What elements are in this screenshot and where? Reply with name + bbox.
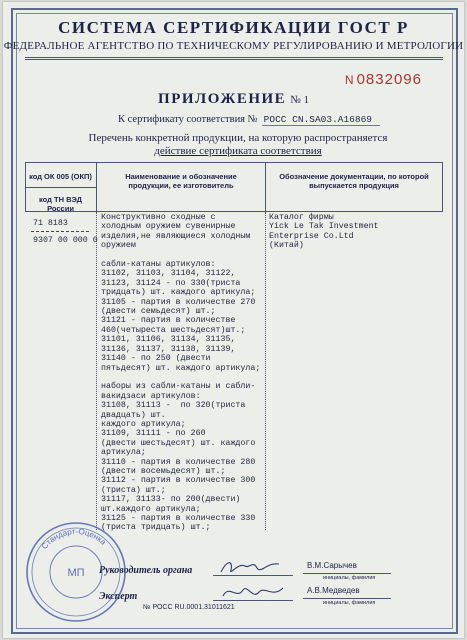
header-rule bbox=[25, 57, 443, 58]
code-header-divider bbox=[25, 187, 96, 188]
head-name-line bbox=[303, 573, 391, 574]
agency-title: ФЕДЕРАЛЬНОЕ АГЕНТСТВО ПО ТЕХНИЧЕСКОМУ РЕГУЛИРОВАНИЮ И МЕТРОЛОГИИ bbox=[3, 40, 464, 52]
col-okp-header: код ОК 005 (ОКП) bbox=[29, 172, 92, 181]
header-divider-1 bbox=[96, 162, 97, 212]
expert-name-line bbox=[303, 598, 391, 599]
expert-name-caption: инициалы, фамилия bbox=[323, 600, 376, 606]
cert-reference bbox=[118, 114, 380, 125]
description-line-2: действие сертификата соответствия bbox=[154, 145, 322, 157]
header-rule-2 bbox=[25, 59, 443, 60]
cert-label: К сертификату соответствия № bbox=[118, 114, 258, 125]
cert-number: РОСС CN.SA03.A16869 bbox=[262, 114, 380, 126]
head-signature bbox=[217, 556, 287, 578]
body-divider-1 bbox=[96, 212, 97, 530]
description-line-1: Перечень конкретной продукции, на которую распространяется bbox=[88, 132, 388, 144]
product-list: Конструктивно сходные с холодным оружием сувенирные изделия,не являющиеся холодным оружием сабли-катаны артикулов: 31102, 31103, 31104, 31122, 31123, 31124 - по 330(триста тридцать) шт. каждого артикула; 31105 - партия в количестве 270 (двести семьдесят) шт.; 31121 - партия в количестве 460(четыреста шестьдесят)шт.; 31101, 31106, 31134, 31135, 31136, 31137, 31138, 31139, 31140 - по 250 (двести пятьдесят) шт. каждого артикула; наборы из сабли-катаны и сабли- вакидзаси артикулов: 31108, 31113 - по 320(триста двадцать) шт. каждого артикула; 31109, 31111 - по 260 (двести шестьдесят) шт. каждого артикула; 31110 - партия в количестве 280 (двести восемьдесят) шт.; 31112 - партия в количестве 300 (триста) шт.; 31117, 31133- по 200(двести) шт.каждого артикула; 31125 - партия в количестве 330 (триста тридцать) шт.; bbox=[101, 213, 261, 533]
col-tnved-header: код ТН ВЭД России bbox=[39, 195, 82, 213]
certificate-sheet bbox=[3, 2, 464, 638]
organ-stamp bbox=[24, 520, 128, 624]
appendix-title bbox=[3, 91, 464, 108]
appendix-number: № 1 bbox=[290, 94, 309, 106]
description bbox=[63, 132, 413, 158]
serial-number bbox=[345, 71, 422, 88]
expert-registration: № РОСС RU.0001.31011621 bbox=[143, 604, 235, 611]
code-separator bbox=[31, 231, 89, 232]
serial-prefix: N bbox=[344, 73, 355, 87]
head-label: Руководитель органа bbox=[99, 565, 193, 576]
system-title: СИСТЕМА СЕРТИФИКАЦИИ ГОСТ Р bbox=[58, 18, 409, 37]
body-divider-2 bbox=[265, 212, 266, 530]
code-tnved: 9307 00 000 0 bbox=[33, 236, 98, 245]
appendix-word: ПРИЛОЖЕНИЕ bbox=[158, 91, 287, 107]
stamp-center: МП bbox=[67, 567, 85, 579]
expert-name: А.В.Медведев bbox=[307, 586, 360, 595]
stamp-text: Стандарт-Оценка bbox=[39, 526, 108, 551]
code-okp: 71 8183 bbox=[33, 219, 68, 228]
serial-value: 0832096 bbox=[356, 71, 422, 88]
expert-label: Эксперт bbox=[99, 591, 138, 602]
head-name-caption: инициалы, фамилия bbox=[323, 575, 376, 581]
header-divider-2 bbox=[265, 162, 266, 212]
col-product-header: Наименование и обозначение продукции, ее изготовитель bbox=[125, 172, 237, 190]
col-docs-header: Обозначение документации, по которой выпускается продукция bbox=[279, 172, 429, 190]
expert-signature bbox=[219, 582, 289, 604]
documentation: Каталог фирмы Yick Le Tak Investment Enterprise Co.Ltd (Китай) bbox=[269, 213, 379, 251]
head-name: В.М.Сарычев bbox=[307, 561, 357, 570]
